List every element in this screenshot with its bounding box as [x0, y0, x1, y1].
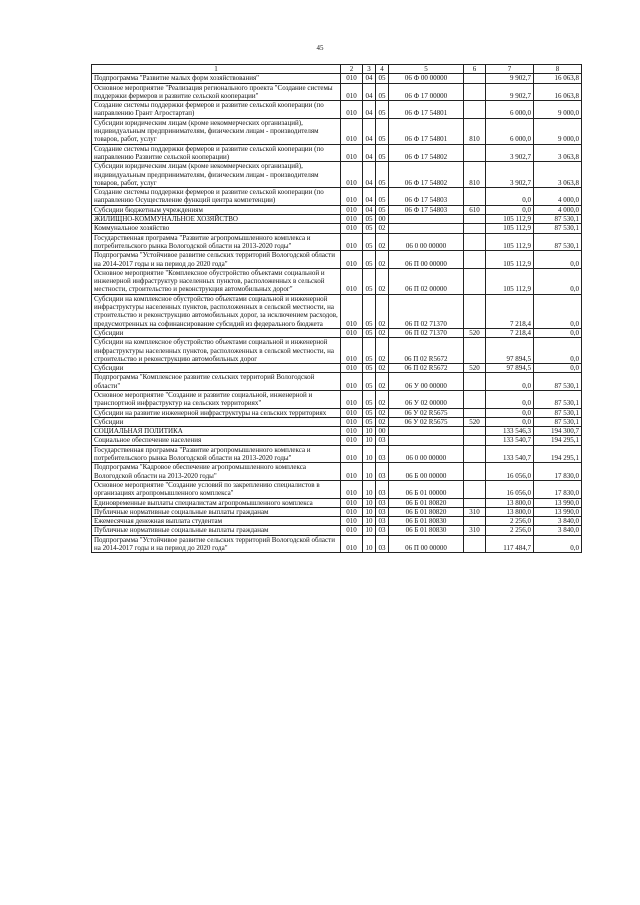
code-rz: 10	[363, 507, 376, 516]
amount-2021: 194 295,1	[534, 436, 582, 445]
code-gr: 010	[341, 498, 363, 507]
amount-2021: 87 530,1	[534, 215, 582, 224]
row-name: Коммунальное хозяйство	[92, 224, 341, 233]
table-row	[92, 408, 582, 417]
amount-2021: 17 830,0	[534, 463, 582, 481]
row-name: Основное мероприятие "Реализация регионального проекта "Создание системы поддержки фермеров и развитие сельской кооперации"	[92, 83, 341, 101]
code-rz: 10	[363, 535, 376, 553]
amount-2020: 105 112,9	[486, 251, 534, 269]
code-gr: 010	[341, 215, 363, 224]
amount-2021: 17 830,0	[534, 480, 582, 498]
code-pr: 02	[376, 417, 389, 426]
row-name: СОЦИАЛЬНАЯ ПОЛИТИКА	[92, 427, 341, 436]
code-rz: 04	[363, 144, 376, 162]
table-row	[92, 507, 582, 516]
amount-2021: 0,0	[534, 268, 582, 294]
code-csr	[389, 224, 464, 233]
code-csr	[389, 436, 464, 445]
amount-2020: 16 056,0	[486, 480, 534, 498]
amount-2021: 87 530,1	[534, 417, 582, 426]
table-row	[92, 74, 582, 83]
row-name: Ежемесячная денежная выплата студентам	[92, 517, 341, 526]
amount-2021: 9 000,0	[534, 101, 582, 119]
code-csr: 06 П 00 00000	[389, 251, 464, 269]
code-vr	[464, 390, 486, 408]
code-vr	[464, 224, 486, 233]
code-pr: 03	[376, 535, 389, 553]
code-pr: 02	[376, 251, 389, 269]
amount-2021: 87 530,1	[534, 390, 582, 408]
code-vr: 310	[464, 507, 486, 516]
row-name: Создание системы поддержки фермеров и развитие сельской кооперации (по направлению Осуществление функций центра компетенции)	[92, 188, 341, 206]
amount-2021: 4 000,0	[534, 205, 582, 214]
amount-2021: 13 990,0	[534, 507, 582, 516]
table-row	[92, 463, 582, 481]
code-gr: 010	[341, 535, 363, 553]
amount-2021: 87 530,1	[534, 233, 582, 251]
code-gr: 010	[341, 251, 363, 269]
row-name: Подпрограмма "Кадровое обеспечение агропромышленного комплекса Вологодской области на 2013-2020 годы"	[92, 463, 341, 481]
code-csr: 06 Ф 17 54802	[389, 162, 464, 188]
amount-2021: 3 840,0	[534, 526, 582, 535]
row-name: Создание системы поддержки фермеров и развитие сельской кооперации (по направлению Грант Агростартап)	[92, 101, 341, 119]
table-row	[92, 373, 582, 391]
amount-2021: 3 063,8	[534, 144, 582, 162]
budget-table	[91, 64, 582, 553]
code-rz: 05	[363, 268, 376, 294]
code-csr: 06 У 02 R5675	[389, 417, 464, 426]
code-vr	[464, 535, 486, 553]
code-rz: 10	[363, 498, 376, 507]
row-name: Основное мероприятие "Комплексное обустройство объектами социальной и инженерной инфраструктур населенных пунктов, расположенных в сельской местности, строительство и реконструкция автомобильных дорог"	[92, 268, 341, 294]
table-row	[92, 517, 582, 526]
row-name: Социальное обеспечение населения	[92, 436, 341, 445]
column-header: 5	[389, 65, 464, 74]
code-vr: 310	[464, 526, 486, 535]
code-vr	[464, 480, 486, 498]
row-name: Основное мероприятие "Создание условий по закреплению специалистов в организациях агропромышленного комплекса"	[92, 480, 341, 498]
code-rz: 10	[363, 526, 376, 535]
amount-2021: 0,0	[534, 364, 582, 373]
code-gr: 010	[341, 480, 363, 498]
code-rz: 05	[363, 328, 376, 337]
code-gr: 010	[341, 427, 363, 436]
amount-2020: 9 902,7	[486, 83, 534, 101]
code-gr: 010	[341, 373, 363, 391]
code-pr: 02	[376, 408, 389, 417]
amount-2020: 3 902,7	[486, 144, 534, 162]
code-csr: 06 Ф 17 54801	[389, 118, 464, 144]
column-header: 3	[363, 65, 376, 74]
code-gr: 010	[341, 101, 363, 119]
code-gr: 010	[341, 417, 363, 426]
code-pr: 00	[376, 427, 389, 436]
code-vr	[464, 373, 486, 391]
code-rz: 10	[363, 427, 376, 436]
table-row	[92, 83, 582, 101]
row-name: Подпрограмма "Устойчивое развитие сельских территорий Вологодской области на 2014-2017 годы и на период до 2020 года"	[92, 251, 341, 269]
code-gr: 010	[341, 408, 363, 417]
code-csr: 06 П 02 R5672	[389, 364, 464, 373]
amount-2020: 133 540,7	[486, 436, 534, 445]
column-header: 1	[92, 65, 341, 74]
amount-2021: 0,0	[534, 294, 582, 328]
amount-2020: 0,0	[486, 408, 534, 417]
code-vr: 810	[464, 118, 486, 144]
amount-2021: 0,0	[534, 338, 582, 364]
amount-2020: 0,0	[486, 205, 534, 214]
code-csr: 06 П 02 00000	[389, 268, 464, 294]
amount-2020: 13 800,0	[486, 507, 534, 516]
code-csr: 06 0 00 00000	[389, 445, 464, 463]
code-pr: 05	[376, 74, 389, 83]
table-row	[92, 338, 582, 364]
code-gr: 010	[341, 83, 363, 101]
code-vr: 810	[464, 162, 486, 188]
table-row	[92, 144, 582, 162]
table-row	[92, 224, 582, 233]
code-pr: 02	[376, 364, 389, 373]
row-name: Подпрограмма "Устойчивое развитие сельских территорий Вологодской области на 2014-2017 годы и на период до 2020 года"	[92, 535, 341, 553]
table-row	[92, 445, 582, 463]
code-csr: 06 Б 01 80820	[389, 498, 464, 507]
code-gr: 010	[341, 74, 363, 83]
code-gr: 010	[341, 233, 363, 251]
amount-2020: 105 112,9	[486, 233, 534, 251]
code-rz: 04	[363, 83, 376, 101]
code-gr: 010	[341, 517, 363, 526]
code-pr: 05	[376, 188, 389, 206]
code-gr: 010	[341, 507, 363, 516]
code-vr	[464, 251, 486, 269]
amount-2020: 9 902,7	[486, 74, 534, 83]
row-name: Субсидии	[92, 328, 341, 337]
code-rz: 10	[363, 436, 376, 445]
code-gr: 010	[341, 463, 363, 481]
code-pr: 02	[376, 373, 389, 391]
code-vr	[464, 83, 486, 101]
row-name: Субсидии	[92, 364, 341, 373]
table-row	[92, 526, 582, 535]
code-vr	[464, 233, 486, 251]
row-name: Подпрограмма "Комплексное развитие сельских территорий Вологодской области"	[92, 373, 341, 391]
amount-2021: 0,0	[534, 251, 582, 269]
code-vr	[464, 188, 486, 206]
amount-2021: 16 063,8	[534, 74, 582, 83]
code-pr: 02	[376, 294, 389, 328]
code-gr: 010	[341, 364, 363, 373]
code-vr: 610	[464, 205, 486, 214]
code-pr: 05	[376, 101, 389, 119]
code-rz: 04	[363, 118, 376, 144]
code-vr	[464, 445, 486, 463]
code-csr: 06 П 02 R5672	[389, 338, 464, 364]
code-rz: 05	[363, 364, 376, 373]
code-gr: 010	[341, 526, 363, 535]
table-row	[92, 498, 582, 507]
code-gr: 010	[341, 162, 363, 188]
table-row	[92, 535, 582, 553]
amount-2021: 13 990,0	[534, 498, 582, 507]
table-row	[92, 251, 582, 269]
row-name: Государственная программа "Развитие агропромышленного комплекса и потребительского рынка Вологодской области на 2013-2020 годы"	[92, 233, 341, 251]
amount-2021: 87 530,1	[534, 224, 582, 233]
amount-2020: 6 000,0	[486, 101, 534, 119]
code-csr: 06 У 02 R5675	[389, 408, 464, 417]
code-rz: 05	[363, 224, 376, 233]
row-name: Подпрограмма "Развитие малых форм хозяйствования"	[92, 74, 341, 83]
code-pr: 03	[376, 498, 389, 507]
code-gr: 010	[341, 338, 363, 364]
code-csr	[389, 427, 464, 436]
code-gr: 010	[341, 390, 363, 408]
code-csr: 06 Б 01 00000	[389, 480, 464, 498]
code-rz: 05	[363, 338, 376, 364]
row-name: Субсидии	[92, 417, 341, 426]
code-pr: 02	[376, 338, 389, 364]
code-csr: 06 У 00 00000	[389, 373, 464, 391]
table-row	[92, 364, 582, 373]
code-rz: 04	[363, 205, 376, 214]
row-name: Субсидии на развитие инженерной инфраструктуры на сельских территориях	[92, 408, 341, 417]
row-name: Основное мероприятие "Создание и развитие социальной, инженерной и транспортной инфраструктур на сельских территориях"	[92, 390, 341, 408]
amount-2021: 3 840,0	[534, 517, 582, 526]
code-csr: 06 П 02 71370	[389, 294, 464, 328]
amount-2020: 0,0	[486, 373, 534, 391]
code-csr: 06 Ф 17 54802	[389, 144, 464, 162]
row-name: Государственная программа "Развитие агропромышленного комплекса и потребительского рынка Вологодской области на 2013-2020 годы"	[92, 445, 341, 463]
amount-2020: 13 800,0	[486, 498, 534, 507]
amount-2020: 7 218,4	[486, 294, 534, 328]
column-header: 6	[464, 65, 486, 74]
code-pr: 05	[376, 118, 389, 144]
table-row	[92, 436, 582, 445]
code-vr	[464, 498, 486, 507]
table-row	[92, 268, 582, 294]
code-pr: 03	[376, 480, 389, 498]
code-csr: 06 Ф 17 54803	[389, 188, 464, 206]
code-vr	[464, 427, 486, 436]
code-pr: 05	[376, 162, 389, 188]
code-csr: 06 Б 00 00000	[389, 463, 464, 481]
code-csr	[389, 215, 464, 224]
code-rz: 05	[363, 390, 376, 408]
row-name: Субсидии на комплексное обустройство объектами социальной и инженерной инфраструктуры населенных пунктов, расположенных в сельской местности, на строительство и реконструкцию автомобильных дорог, за исключением расходов, предусмотренных на софинансирование субсидий из федерального бюджета	[92, 294, 341, 328]
code-vr: 520	[464, 328, 486, 337]
table-header-row	[92, 65, 582, 74]
code-vr: 520	[464, 364, 486, 373]
code-gr: 010	[341, 205, 363, 214]
code-rz: 04	[363, 188, 376, 206]
code-csr: 06 У 02 00000	[389, 390, 464, 408]
table-row	[92, 480, 582, 498]
code-rz: 05	[363, 373, 376, 391]
code-vr	[464, 463, 486, 481]
column-header: 4	[376, 65, 389, 74]
amount-2020: 7 218,4	[486, 328, 534, 337]
table-row	[92, 188, 582, 206]
code-csr: 06 Ф 00 00000	[389, 74, 464, 83]
code-pr: 03	[376, 526, 389, 535]
amount-2021: 16 063,8	[534, 83, 582, 101]
code-gr: 010	[341, 436, 363, 445]
code-gr: 010	[341, 188, 363, 206]
code-rz: 10	[363, 445, 376, 463]
table-row	[92, 101, 582, 119]
code-vr	[464, 338, 486, 364]
amount-2020: 97 894,5	[486, 338, 534, 364]
amount-2020: 0,0	[486, 390, 534, 408]
code-rz: 05	[363, 294, 376, 328]
amount-2020: 6 000,0	[486, 118, 534, 144]
amount-2020: 97 894,5	[486, 364, 534, 373]
row-name: Создание системы поддержки фермеров и развитие сельской кооперации (по направлению Развитие сельской кооперации)	[92, 144, 341, 162]
amount-2020: 0,0	[486, 188, 534, 206]
row-name: Единовременные выплаты специалистам агропромышленного комплекса	[92, 498, 341, 507]
code-pr: 03	[376, 445, 389, 463]
code-pr: 02	[376, 390, 389, 408]
row-name: Публичные нормативные социальные выплаты гражданам	[92, 526, 341, 535]
code-csr: 06 Б 01 80830	[389, 526, 464, 535]
amount-2020: 0,0	[486, 417, 534, 426]
code-rz: 10	[363, 463, 376, 481]
amount-2021: 87 530,1	[534, 408, 582, 417]
code-gr: 010	[341, 328, 363, 337]
amount-2021: 194 300,7	[534, 427, 582, 436]
code-rz: 10	[363, 480, 376, 498]
table-row	[92, 390, 582, 408]
code-vr	[464, 215, 486, 224]
table-row	[92, 162, 582, 188]
amount-2020: 2 256,0	[486, 526, 534, 535]
code-vr	[464, 408, 486, 417]
code-gr: 010	[341, 224, 363, 233]
amount-2021: 0,0	[534, 535, 582, 553]
table-row	[92, 417, 582, 426]
row-name: Публичные нормативные социальные выплаты гражданам	[92, 507, 341, 516]
code-pr: 00	[376, 215, 389, 224]
amount-2021: 0,0	[534, 328, 582, 337]
code-vr	[464, 294, 486, 328]
code-csr: 06 Б 01 80820	[389, 507, 464, 516]
amount-2020: 3 902,7	[486, 162, 534, 188]
code-vr	[464, 101, 486, 119]
amount-2020: 105 112,9	[486, 215, 534, 224]
amount-2021: 194 295,1	[534, 445, 582, 463]
code-rz: 05	[363, 251, 376, 269]
row-name: Субсидии юридическим лицам (кроме некоммерческих организаций), индивидуальным предпринимателям, физическим лицам - производителям товаров, работ, услуг	[92, 118, 341, 144]
code-vr	[464, 517, 486, 526]
table-row	[92, 233, 582, 251]
code-pr: 03	[376, 507, 389, 516]
code-rz: 10	[363, 517, 376, 526]
code-rz: 05	[363, 233, 376, 251]
amount-2021: 9 000,0	[534, 118, 582, 144]
code-csr: 06 Б 01 80830	[389, 517, 464, 526]
code-gr: 010	[341, 268, 363, 294]
amount-2020: 16 056,0	[486, 463, 534, 481]
amount-2020: 133 546,3	[486, 427, 534, 436]
amount-2021: 87 530,1	[534, 373, 582, 391]
amount-2020: 105 112,9	[486, 224, 534, 233]
column-header: 8	[534, 65, 582, 74]
table-row	[92, 205, 582, 214]
code-csr: 06 0 00 00000	[389, 233, 464, 251]
code-vr	[464, 268, 486, 294]
code-gr: 010	[341, 294, 363, 328]
code-gr: 010	[341, 118, 363, 144]
code-rz: 04	[363, 162, 376, 188]
amount-2020: 2 256,0	[486, 517, 534, 526]
amount-2020: 117 484,7	[486, 535, 534, 553]
code-pr: 03	[376, 463, 389, 481]
amount-2021: 3 063,8	[534, 162, 582, 188]
table-row	[92, 328, 582, 337]
code-rz: 05	[363, 408, 376, 417]
table-row	[92, 427, 582, 436]
code-csr: 06 Ф 17 54801	[389, 101, 464, 119]
table-row	[92, 215, 582, 224]
code-vr	[464, 144, 486, 162]
code-csr: 06 Ф 17 54803	[389, 205, 464, 214]
code-gr: 010	[341, 445, 363, 463]
code-rz: 04	[363, 101, 376, 119]
code-pr: 02	[376, 224, 389, 233]
code-pr: 05	[376, 83, 389, 101]
row-name: ЖИЛИЩНО-КОММУНАЛЬНОЕ ХОЗЯЙСТВО	[92, 215, 341, 224]
code-vr: 520	[464, 417, 486, 426]
code-csr: 06 П 00 00000	[389, 535, 464, 553]
table-row	[92, 294, 582, 328]
column-header: 7	[486, 65, 534, 74]
code-pr: 02	[376, 268, 389, 294]
code-pr: 02	[376, 328, 389, 337]
row-name: Субсидии на комплексное обустройство объектами социальной и инженерной инфраструктуры населенных пунктов, расположенных в сельской местности, на строительство и реконструкцию автомобильных дорог	[92, 338, 341, 364]
code-vr	[464, 74, 486, 83]
code-rz: 04	[363, 74, 376, 83]
page-number: 45	[316, 44, 324, 52]
code-csr: 06 П 02 71370	[389, 328, 464, 337]
code-pr: 03	[376, 436, 389, 445]
table-row	[92, 118, 582, 144]
code-vr	[464, 436, 486, 445]
column-header: 2	[341, 65, 363, 74]
code-pr: 03	[376, 517, 389, 526]
amount-2021: 4 000,0	[534, 188, 582, 206]
row-name: Субсидии бюджетным учреждениям	[92, 205, 341, 214]
code-rz: 05	[363, 215, 376, 224]
amount-2020: 133 540,7	[486, 445, 534, 463]
row-name: Субсидии юридическим лицам (кроме некоммерческих организаций), индивидуальным предпринимателям, физическим лицам - производителям товаров, работ, услуг	[92, 162, 341, 188]
code-pr: 05	[376, 144, 389, 162]
code-rz: 05	[363, 417, 376, 426]
code-pr: 05	[376, 205, 389, 214]
amount-2020: 105 112,9	[486, 268, 534, 294]
code-pr: 02	[376, 233, 389, 251]
code-csr: 06 Ф 17 00000	[389, 83, 464, 101]
code-gr: 010	[341, 144, 363, 162]
